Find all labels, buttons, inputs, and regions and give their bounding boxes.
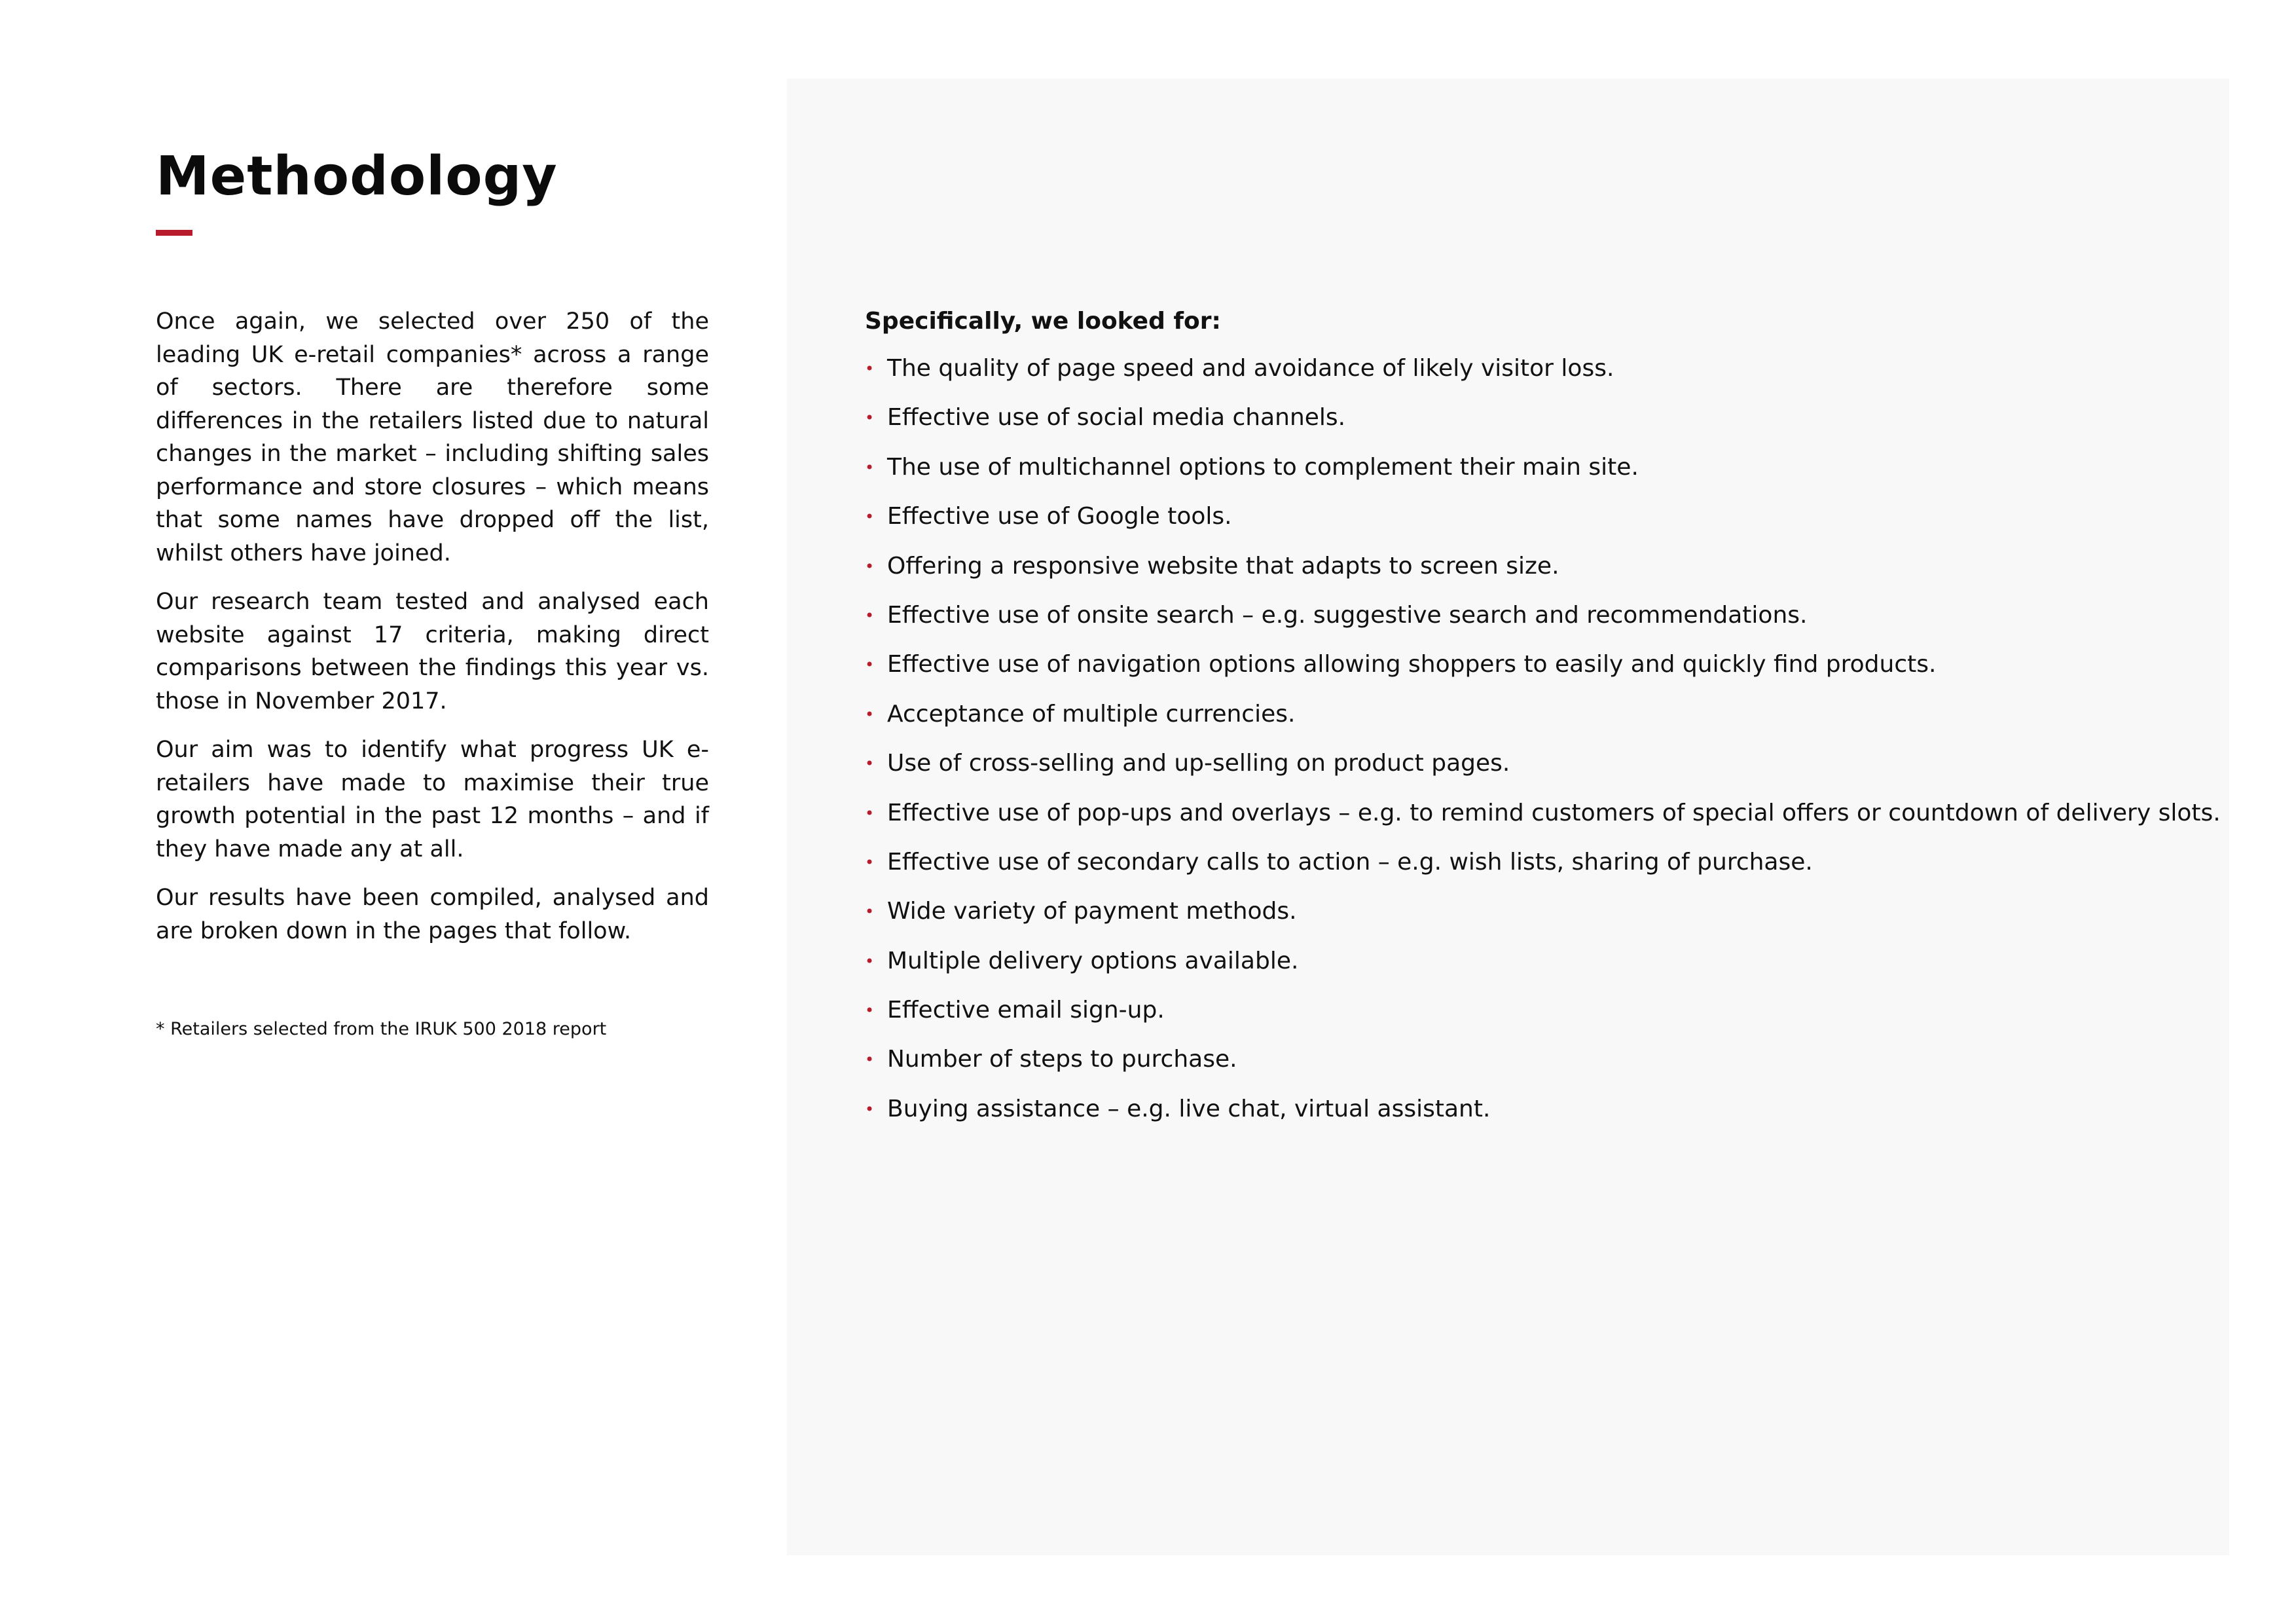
bullet-icon: •: [865, 803, 875, 822]
bullet-icon: •: [865, 360, 875, 378]
criteria-item: [865, 352, 2207, 401]
criteria-item: [865, 1043, 2207, 1092]
criteria-item: [865, 994, 2207, 1043]
criteria-item-text: Use of cross-selling and up-selling on product pages.: [887, 750, 1510, 777]
bullet-icon: •: [865, 853, 875, 872]
criteria-item-text: Effective use of secondary calls to action – e.g. wish lists, sharing of purchase.: [887, 848, 1813, 876]
bullet-icon: •: [865, 606, 875, 625]
criteria-list: [865, 352, 2221, 1142]
criteria-item: [865, 550, 2207, 599]
intro-text: [156, 305, 709, 963]
criteria-item: [865, 945, 2207, 994]
title-accent-rule: [156, 230, 192, 236]
bullet-icon: •: [865, 409, 875, 428]
criteria-item-text: Effective use of social media channels.: [887, 404, 1346, 432]
bullet-icon: •: [865, 507, 875, 526]
criteria-item: [865, 846, 2207, 895]
criteria-item-text: Wide variety of payment methods.: [887, 898, 1297, 925]
bullet-icon: •: [865, 902, 875, 921]
criteria-item-text: Number of steps to purchase.: [887, 1046, 1237, 1073]
bullet-icon: •: [865, 458, 875, 477]
criteria-item-text: Offering a responsive website that adapts to screen size.: [887, 552, 1559, 580]
intro-paragraph: Our results have been compiled, analysed and are broken down in the pages that follow.: [156, 885, 709, 944]
title-block: [156, 141, 709, 236]
criteria-item-text: Effective use of navigation options allowing shoppers to easily and quickly find products.: [887, 651, 1937, 678]
intro-paragraph: Our research team tested and analysed each website against 17 criteria, making direct comparisons between the findings this year vs. those in November 2017.: [156, 589, 709, 714]
criteria-item-text: Buying assistance – e.g. live chat, virtual assistant.: [887, 1095, 1491, 1122]
criteria-item: [865, 451, 2207, 500]
bullet-icon: •: [865, 655, 875, 674]
bullet-icon: •: [865, 951, 875, 970]
criteria-item-text: Effective use of onsite search – e.g. suggestive search and recommendations.: [887, 601, 1808, 629]
criteria-item: [865, 1093, 2207, 1142]
intro-paragraph: Once again, we selected over 250 of the leading UK e-retail companies* across a range of sectors. There are therefore some differences in the retailers listed due to natural changes in the market – including shifting sales performance and store closures – which means that some names have dropped off the list, whilst others have joined.: [156, 308, 709, 566]
criteria-item: [865, 500, 2207, 549]
bullet-icon: •: [865, 754, 875, 773]
criteria-item-text: The use of multichannel options to complement their main site.: [887, 453, 1639, 481]
criteria-item: [865, 747, 2207, 796]
criteria-item: [865, 648, 2207, 697]
criteria-item-text: Effective email sign-up.: [887, 997, 1165, 1024]
bullet-icon: •: [865, 557, 875, 576]
criteria-item: [865, 401, 2207, 451]
criteria-item-text: Effective use of pop-ups and overlays – e.g. to remind customers of special offers or countdown of delivery slots.: [887, 799, 2221, 826]
criteria-item: [865, 895, 2207, 944]
bullet-icon: •: [865, 1050, 875, 1069]
bullet-icon: •: [865, 705, 875, 724]
intro-paragraph: Our aim was to identify what progress UK e-retailers have made to maximise their true growth potential in the past 12 months – and if they have made any at all.: [156, 737, 709, 862]
bullet-icon: •: [865, 1001, 875, 1020]
criteria-item-text: Multiple delivery options available.: [887, 947, 1299, 974]
criteria-section: [865, 305, 2221, 1142]
criteria-item: [865, 599, 2207, 648]
criteria-item-text: Effective use of Google tools.: [887, 503, 1232, 530]
page-title: Methodology: [156, 145, 558, 208]
criteria-heading: Specifically, we looked for:: [865, 308, 1221, 335]
criteria-item-text: The quality of page speed and avoidance of likely visitor loss.: [887, 355, 1614, 382]
criteria-item: [865, 797, 2221, 846]
criteria-item: [865, 698, 2207, 747]
criteria-item-text: Acceptance of multiple currencies.: [887, 700, 1296, 728]
footnote: * Retailers selected from the IRUK 500 2018 report: [156, 1019, 607, 1039]
bullet-icon: •: [865, 1099, 875, 1118]
